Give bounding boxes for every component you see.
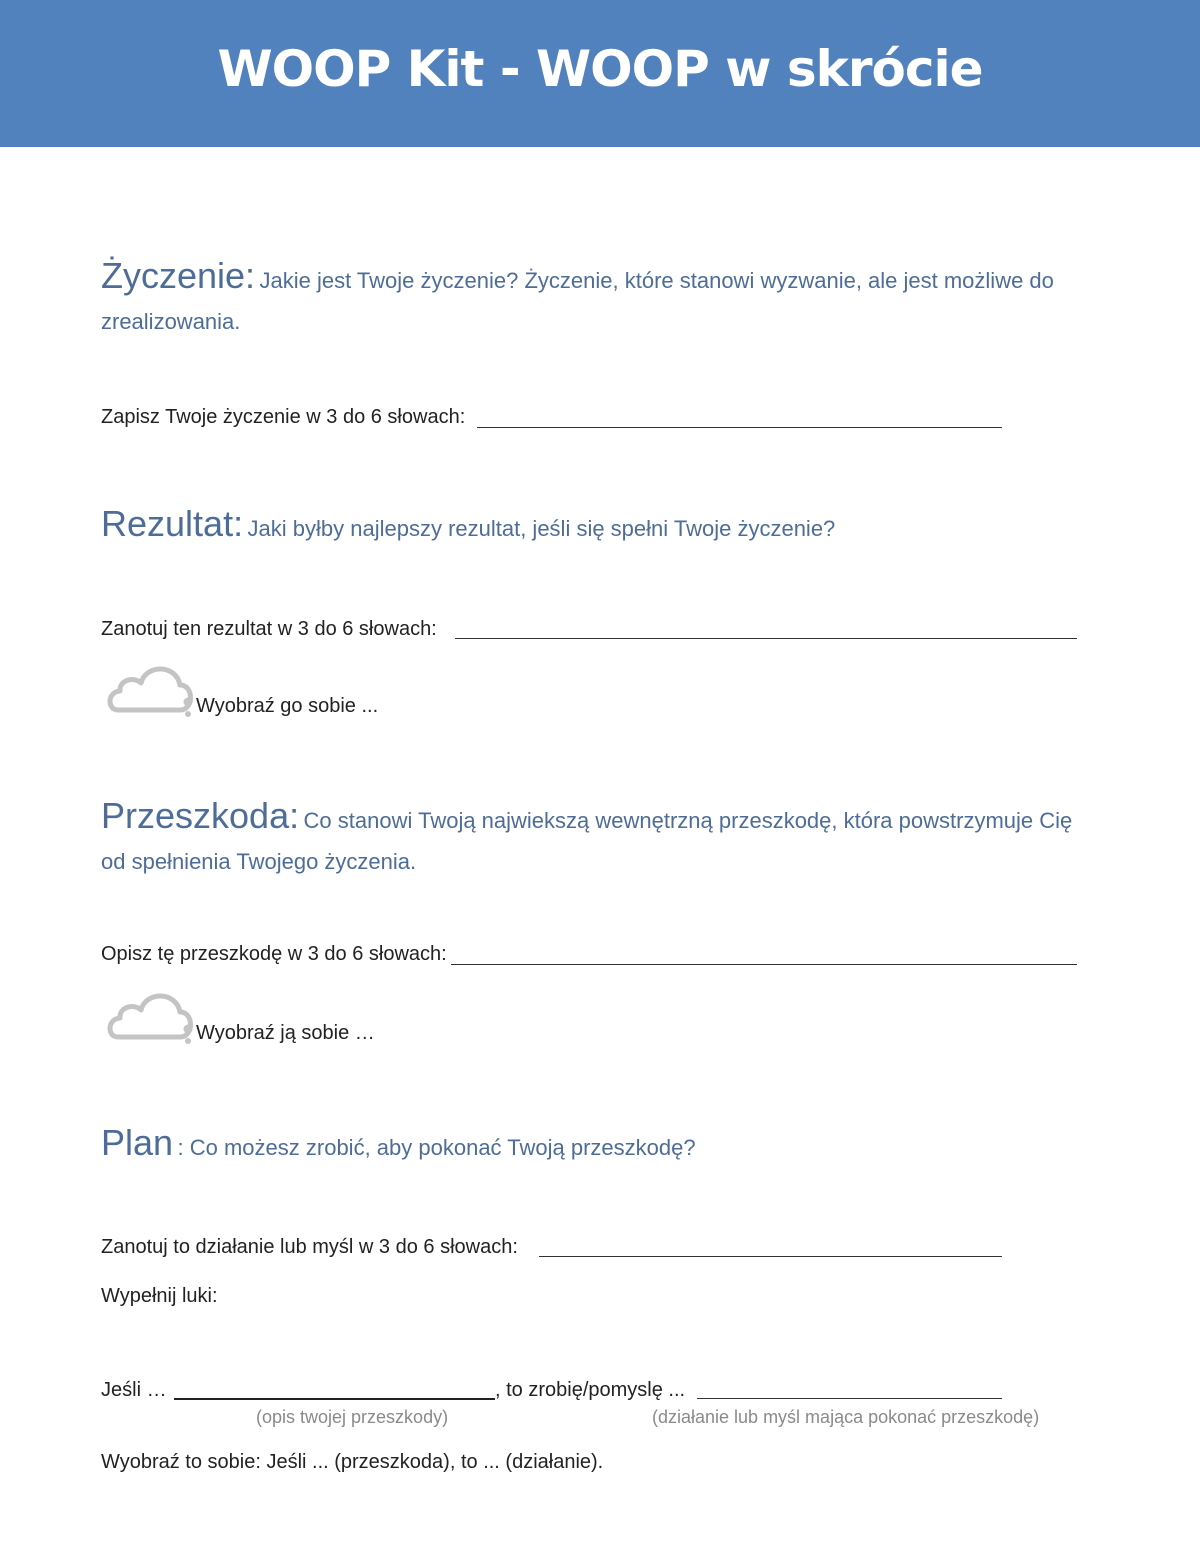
obstacle-imagine-row [104, 985, 375, 1047]
obstacle-heading: Przeszkoda: [101, 795, 300, 836]
then-label: , to zrobię/pomyslę ... [495, 1379, 686, 1401]
title-banner [0, 0, 1200, 147]
wish-answer-line[interactable] [477, 427, 1002, 428]
obstacle-question: Co stanowi Twoją najwiekszą wewnętrzną przeszkodę, która powstrzymuje Cię od spełnienia Twojego życzenia. [101, 808, 1073, 874]
plan-heading-block [101, 1124, 1101, 1170]
if-label: Jeśli … [101, 1379, 167, 1401]
outcome-answer-line[interactable] [455, 638, 1077, 639]
outcome-heading: Rezultat: [101, 503, 244, 544]
obstacle-answer-line[interactable] [451, 964, 1077, 965]
outcome-imagine-row [104, 658, 378, 720]
wish-prompt: Zapisz Twoje życzenie w 3 do 6 słowach: [101, 406, 466, 428]
fill-gaps-label: Wypełnij luki: [101, 1285, 218, 1307]
thought-cloud-icon [104, 985, 196, 1047]
then-hint: (działanie lub myśl mająca pokonać przeszkodę) [652, 1407, 1040, 1427]
outcome-prompt: Zanotuj ten rezultat w 3 do 6 słowach: [101, 618, 437, 640]
then-action-line[interactable] [697, 1398, 1002, 1399]
outcome-imagine: Wyobraź go sobie ... [196, 695, 379, 717]
outcome-heading-block [101, 505, 1101, 551]
page-title: WOOP Kit - WOOP w skrócie [217, 39, 983, 98]
wish-heading-block [101, 257, 1091, 344]
plan-prompt: Zanotuj to działanie lub myśl w 3 do 6 słowach: [101, 1236, 518, 1258]
if-obstacle-line[interactable] [174, 1398, 495, 1400]
if-hint: (opis twojej przeszkody) [256, 1407, 449, 1427]
obstacle-prompt: Opisz tę przeszkodę w 3 do 6 słowach: [101, 943, 447, 965]
plan-heading: Plan [101, 1122, 174, 1163]
plan-question: : Co możesz zrobić, aby pokonać Twoją przeszkodę? [177, 1135, 696, 1160]
obstacle-heading-block [101, 797, 1091, 884]
wish-question: Jakie jest Twoje życzenie? Życzenie, które stanowi wyzwanie, ale jest możliwe do zrealizowania. [101, 268, 1054, 334]
obstacle-imagine: Wyobraź ją sobie … [196, 1022, 375, 1044]
outcome-question: Jaki byłby najlepszy rezultat, jeśli się spełni Twoje życzenie? [247, 516, 836, 541]
thought-cloud-icon [104, 658, 196, 720]
plan-imagine: Wyobraź to sobie: Jeśli ... (przeszkoda), to ... (działanie). [101, 1451, 604, 1473]
wish-heading: Życzenie: [101, 255, 256, 296]
plan-answer-line[interactable] [539, 1256, 1002, 1257]
